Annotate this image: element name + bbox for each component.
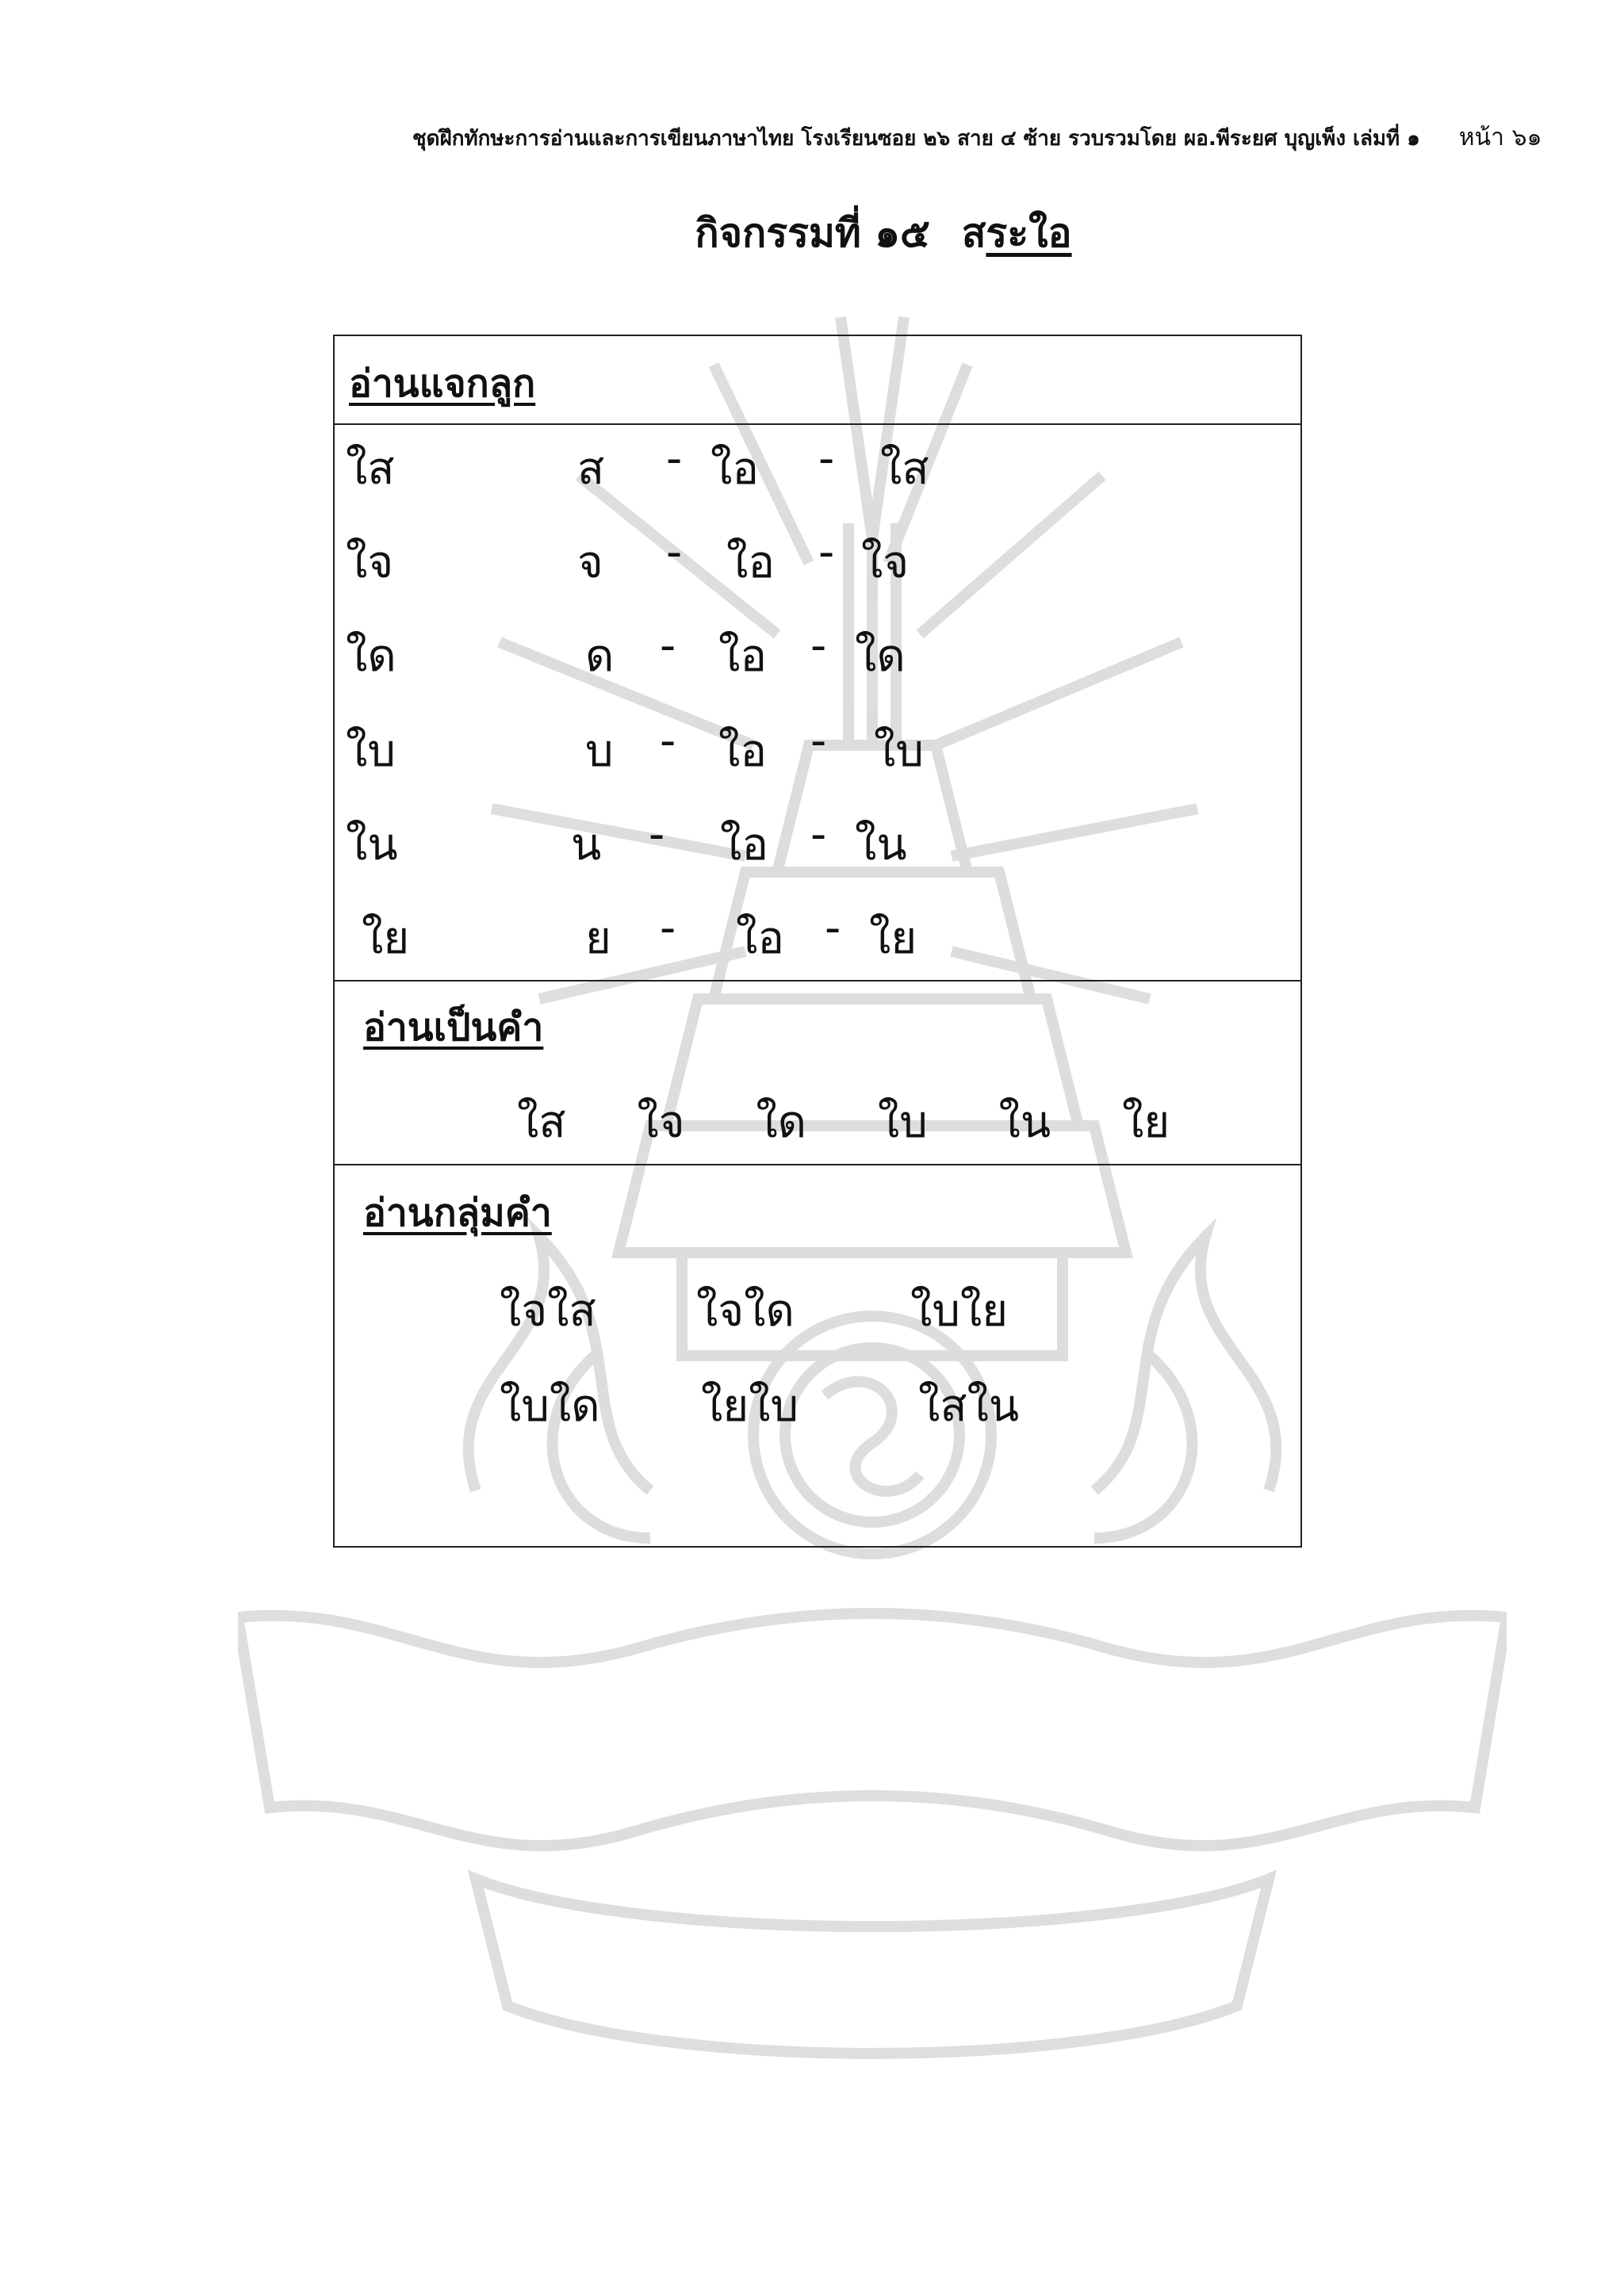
spell-word: ใด xyxy=(346,630,396,682)
activity-number: กิจกรรมที่ ๑๕ xyxy=(695,210,930,256)
word-item: ใจ xyxy=(637,1096,685,1148)
word-item: ใด xyxy=(756,1096,807,1148)
spell-word: ใส xyxy=(346,443,395,495)
phrase-item: ใจใส xyxy=(500,1285,596,1337)
spell-dash: - xyxy=(660,902,676,954)
spell-result: ใจ xyxy=(861,537,910,588)
spell-dash: - xyxy=(810,809,827,860)
spelling-row xyxy=(335,715,1300,802)
spell-dash: - xyxy=(649,809,665,860)
spelling-row xyxy=(335,526,1300,614)
spelling-row xyxy=(335,902,1300,989)
spell-word: ใจ xyxy=(346,537,394,588)
spell-vowel: ใอ xyxy=(736,913,784,964)
spell-vowel: ใอ xyxy=(726,537,775,588)
spell-vowel: ใอ xyxy=(718,630,767,682)
spell-dash: - xyxy=(810,620,827,672)
vowel-prefix: ส xyxy=(961,210,986,256)
spelling-row xyxy=(335,433,1300,520)
spell-result: ใบ xyxy=(874,725,924,777)
spell-consonant: ส xyxy=(577,443,605,495)
spell-word: ใย xyxy=(362,913,410,964)
phrases-section xyxy=(335,1165,1300,1549)
spell-dash: - xyxy=(666,526,683,578)
spell-word: ใบ xyxy=(346,725,396,777)
page-header xyxy=(412,119,1542,156)
spell-consonant: จ xyxy=(577,537,603,588)
spell-dash: - xyxy=(810,715,827,767)
vowel-name: ระใอ xyxy=(986,210,1072,256)
word-item: ใส xyxy=(517,1096,566,1148)
spell-vowel: ใอ xyxy=(718,725,767,777)
spelling-section xyxy=(335,425,1300,982)
phrase-item: ใยใบ xyxy=(701,1380,799,1432)
activity-title xyxy=(0,202,1624,265)
word-item: ใน xyxy=(998,1096,1051,1148)
spelling-row xyxy=(335,620,1300,707)
phrases-heading: อ่านกลุ่มคำ xyxy=(363,1191,552,1235)
spell-dash: - xyxy=(825,902,841,954)
spell-vowel: ใอ xyxy=(710,443,759,495)
spell-consonant: น xyxy=(571,819,602,871)
spelling-heading-row xyxy=(335,336,1300,425)
activity-box xyxy=(333,335,1302,1548)
spell-dash: - xyxy=(818,526,835,578)
series-title: ชุดฝึกทักษะการอ่านและการเขียนภาษาไทย โรงเรียนซอย ๒๖ สาย ๔ ซ้าย รวบรวมโดย ผอ.พีระยศ บุญเพ็ง เล่มที่ ๑ xyxy=(412,127,1420,151)
spell-dash: - xyxy=(660,620,676,672)
spell-vowel: ใอ xyxy=(720,819,768,871)
spell-result: ใน xyxy=(855,819,907,871)
spell-dash: - xyxy=(660,715,676,767)
spell-dash: - xyxy=(818,433,835,484)
spell-consonant: บ xyxy=(585,725,614,777)
spell-word: ใน xyxy=(346,819,398,871)
spell-result: ใย xyxy=(869,913,917,964)
phrase-item: ใจใด xyxy=(696,1285,795,1337)
spell-dash: - xyxy=(666,433,683,484)
spell-consonant: ด xyxy=(585,630,615,682)
word-item: ใบ xyxy=(877,1096,928,1148)
spelling-row xyxy=(335,809,1300,896)
spell-result: ใส xyxy=(880,443,929,495)
words-section xyxy=(335,982,1300,1165)
page-number: หน้า ๖๑ xyxy=(1458,124,1542,151)
phrase-item: ใสใน xyxy=(918,1380,1020,1432)
spelling-heading: อ่านแจกลูก xyxy=(349,362,536,406)
phrase-item: ใบใย xyxy=(910,1285,1009,1337)
spell-result: ใด xyxy=(855,630,906,682)
spell-consonant: ย xyxy=(585,913,611,964)
words-heading: อ่านเป็นคำ xyxy=(363,1005,544,1050)
word-item: ใย xyxy=(1121,1096,1170,1148)
words-line xyxy=(517,1086,1227,1157)
phrase-item: ใบใด xyxy=(500,1380,600,1432)
